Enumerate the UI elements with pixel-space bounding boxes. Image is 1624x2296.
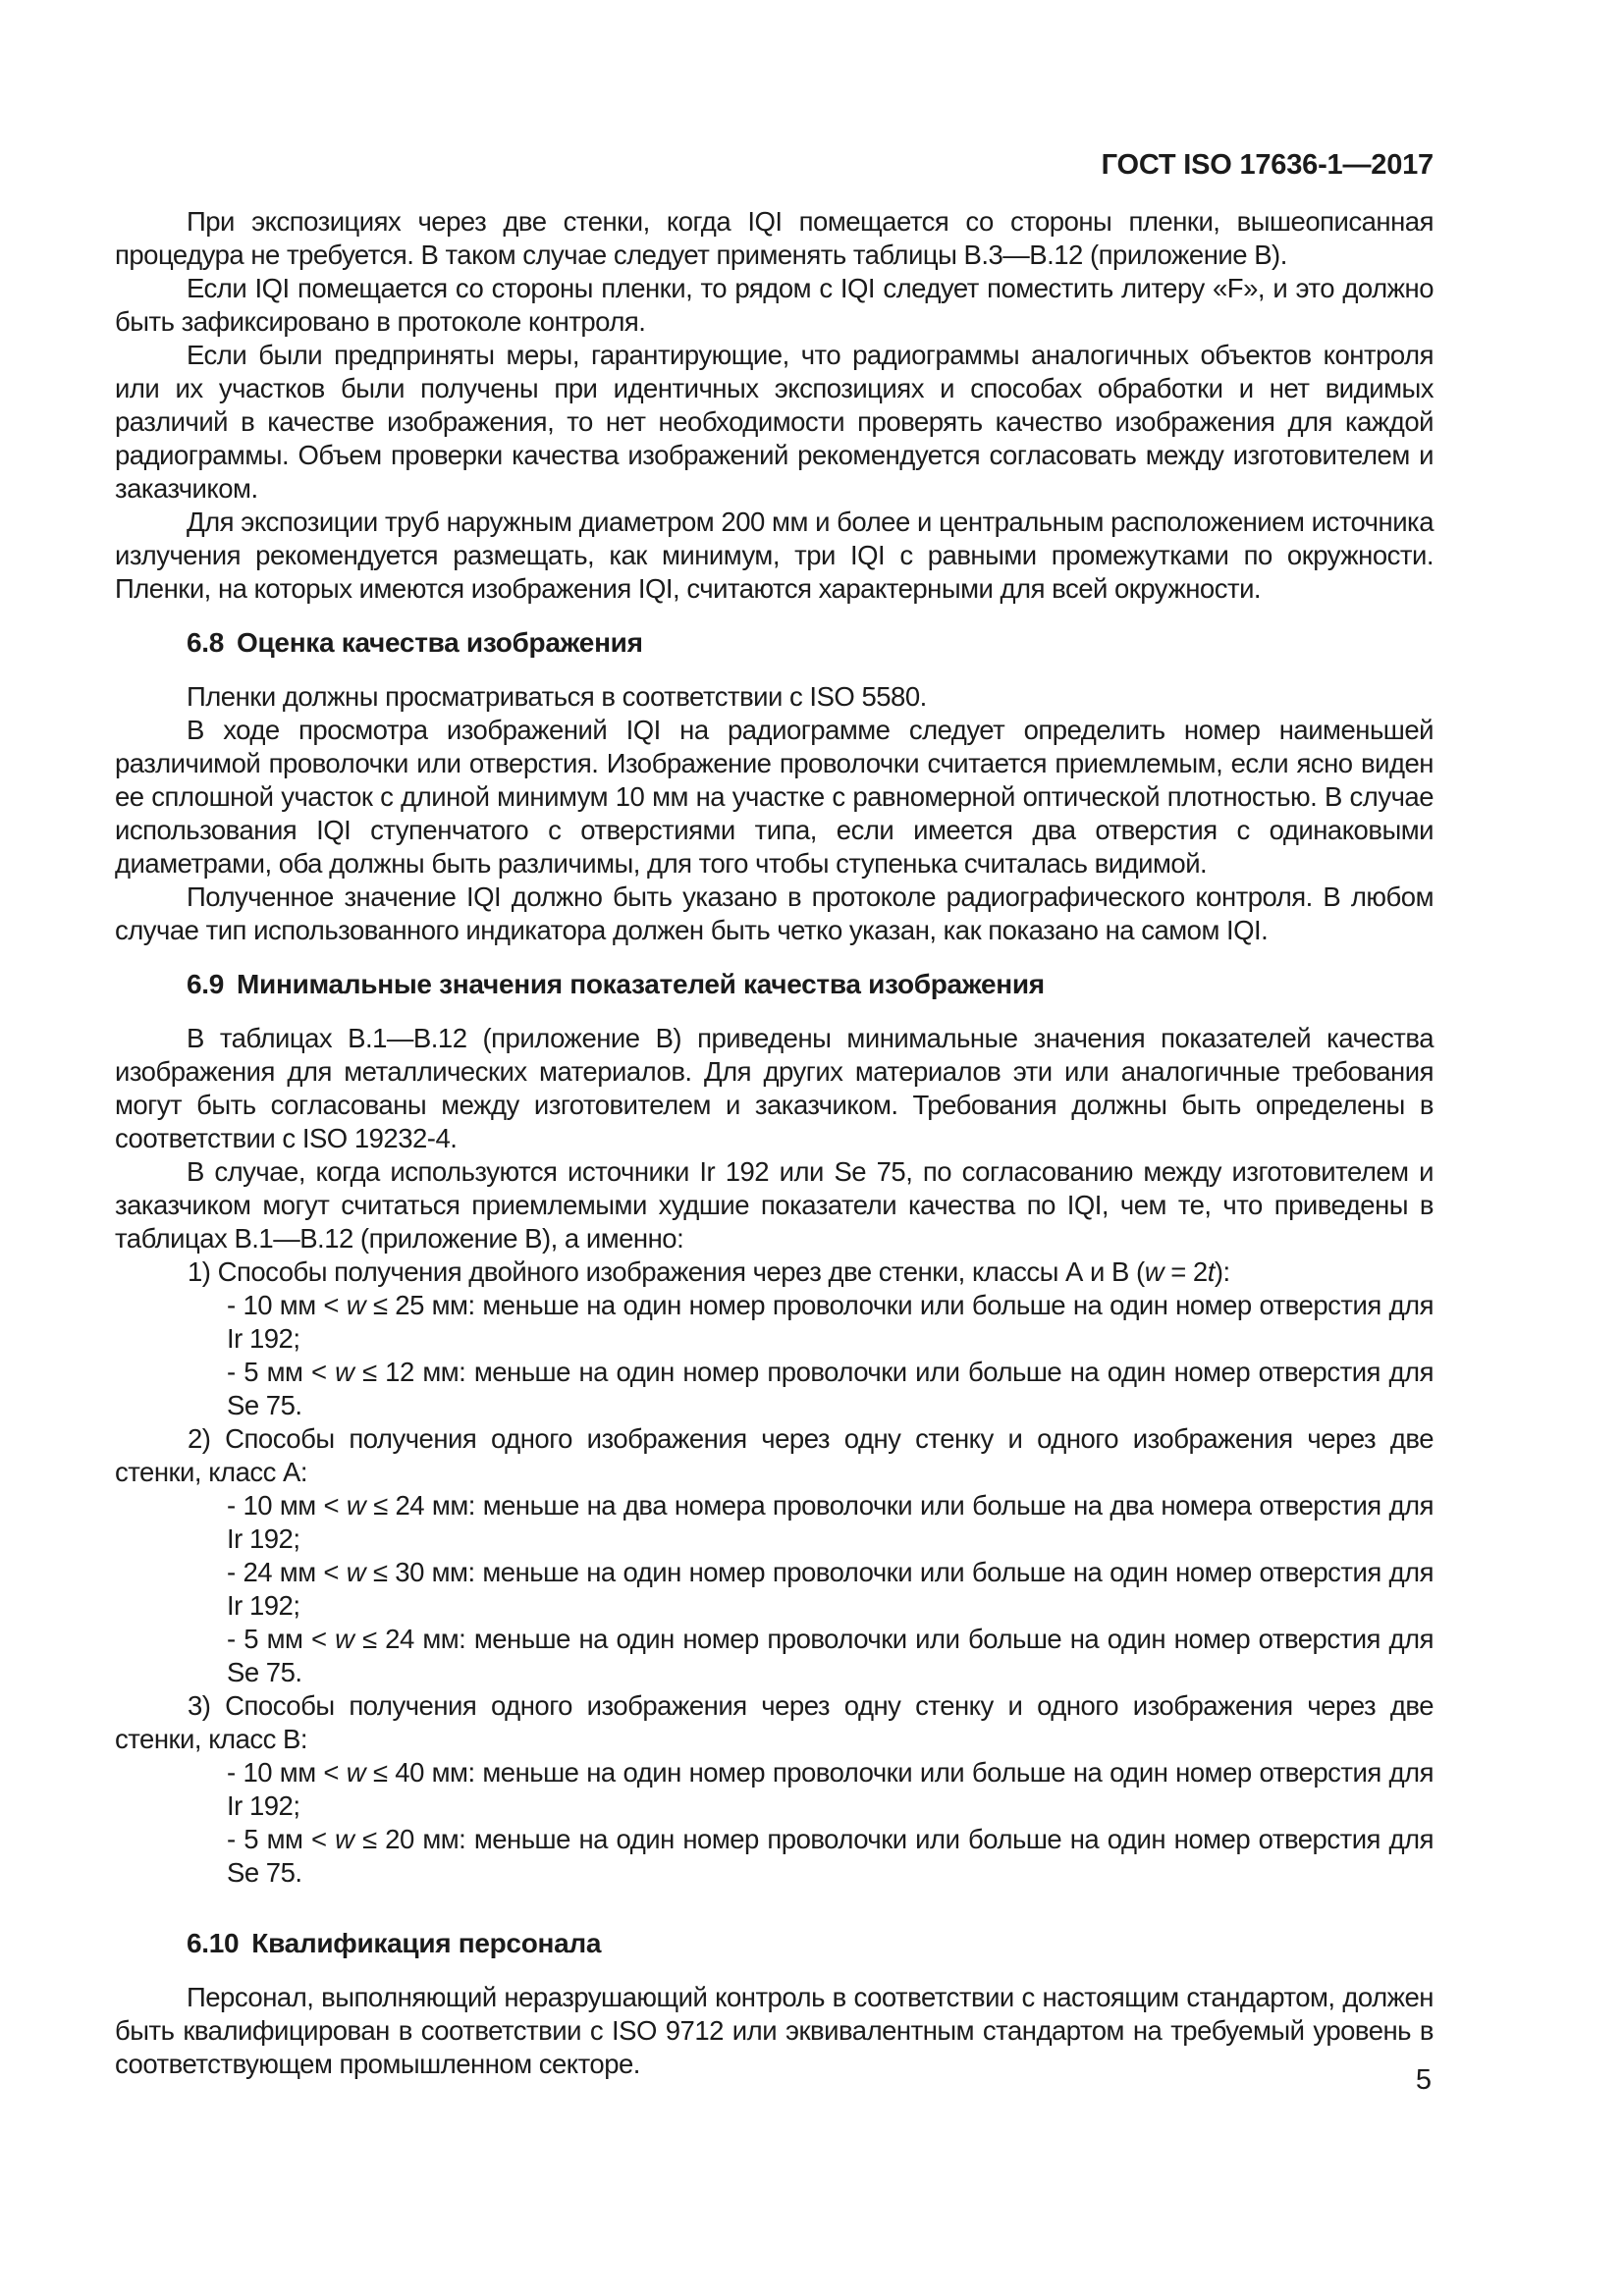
variable-w: w xyxy=(335,1357,354,1387)
section-heading-6-8 xyxy=(187,626,1434,660)
variable-t: t xyxy=(1207,1256,1215,1287)
section-title: Квалификация персонала xyxy=(251,1928,602,1958)
list-subitem-1b: - 5 мм < w ≤ 12 мм: меньше на один номер проволочки или больше на один номер отверстия для Se 75. xyxy=(227,1357,1434,1420)
document-header-title: ГОСТ ISO 17636-1—2017 xyxy=(1101,149,1434,181)
section-number: 6.10 xyxy=(187,1928,240,1958)
paragraph-personnel-qualification: Персонал, выполняющий неразрушающий контроль в соответствии с настоящим стандартом, должен быть квалифицирован в соответствии с ISO 9712 или эквивалентным стандартом на требуемый уровень в соответствующем промышленном секторе. xyxy=(115,1982,1434,2079)
paragraph-iqi-viewing: В ходе просмотра изображений IQI на радиограмме следует определить номер наименьшей различимой проволочки или отверстия. Изображение проволочки считается приемлемым, если ясно виден ее сплошной участок с длиной минимум 10 мм на участке с равномерной оптической плотностью. В случае использования IQI ступенчатого с отверстиями типа, если имеется два отверстия с одинаковыми диаметрами, оба должны быть различимы, для того чтобы ступенька считалась видимой. xyxy=(115,715,1434,879)
list-item-2: 2) Способы получения одного изображения через одну стенку и одного изображения через две стенки, класс А: xyxy=(115,1423,1434,1487)
paragraph-min-values-tables: В таблицах В.1—В.12 (приложение В) приведены минимальные значения показателей качества изображения для металлических материалов. Для других материалов эти или аналогичные требования могут быть согласованы между изготовителем и заказчиком. Требования должны быть определены в соответствии с ISO 19232-4. xyxy=(115,1023,1434,1153)
variable-w: w xyxy=(346,1290,366,1320)
list-subitem-2b: - 24 мм < w ≤ 30 мм: меньше на один номер проволочки или больше на один номер отверстия для Ir 192; xyxy=(227,1557,1434,1621)
paragraph-identical-exposures: Если были предприняты меры, гарантирующие, что радиограммы аналогичных объектов контроля или их участков были получены при идентичных экспозициях и способах обработки и нет видимых различий в качестве изображения, то нет необходимости проверять качество изображения для каждой радиограммы. Объем проверки качества изображений рекомендуется согласовать между изготовителем и заказчиком. xyxy=(115,340,1434,504)
list-item-1: 1) Способы получения двойного изображения через две стенки, классы А и В (w = 2t): xyxy=(188,1256,1230,1287)
paragraph-film-side-letter-f: Если IQI помещается со стороны пленки, то рядом с IQI следует поместить литеру «F», и это должно быть зафиксировано в протоколе контроля. xyxy=(115,273,1434,337)
paragraph-pipe-exposure: Для экспозиции труб наружным диаметром 200 мм и более и центральным расположением источника излучения рекомендуется размещать, как минимум, три IQI с равными промежутками по окружности. Пленки, на которых имеются изображения IQI, считаются характерными для всей окружности. xyxy=(115,507,1434,604)
page-content xyxy=(115,0,1434,2081)
section-heading-6-10 xyxy=(187,1927,1434,1960)
variable-w: w xyxy=(346,1490,366,1521)
list-subitem-3a: - 10 мм < w ≤ 40 мм: меньше на один номер проволочки или больше на один номер отверстия для Ir 192; xyxy=(227,1757,1434,1821)
page-number: 5 xyxy=(1415,2064,1432,2096)
section-title: Оценка качества изображения xyxy=(237,627,643,658)
variable-w: w xyxy=(335,1624,354,1654)
section-heading-6-9 xyxy=(187,968,1434,1001)
list-subitem-2a: - 10 мм < w ≤ 24 мм: меньше на два номера проволочки или больше на два номера отверстия для Ir 192; xyxy=(227,1490,1434,1554)
list-item-3: 3) Способы получения одного изображения через одну стенку и одного изображения через две стенки, класс В: xyxy=(115,1690,1434,1754)
paragraph-iqi-value-protocol: Полученное значение IQI должно быть указано в протоколе радиографического контроля. В любом случае тип использованного индикатора должен быть четко указан, как показано на самом IQI. xyxy=(115,881,1434,945)
list-subitem-2c: - 5 мм < w ≤ 24 мм: меньше на один номер проволочки или больше на один номер отверстия для Se 75. xyxy=(227,1624,1434,1687)
variable-w: w xyxy=(346,1557,366,1587)
section-number: 6.8 xyxy=(187,627,225,658)
variable-w: w xyxy=(346,1757,366,1788)
paragraph-film-viewing: Пленки должны просматриваться в соответствии с ISO 5580. xyxy=(187,681,927,712)
list-subitem-1a: - 10 мм < w ≤ 25 мм: меньше на один номер проволочки или больше на один номер отверстия для Ir 192; xyxy=(227,1290,1434,1354)
variable-w: w xyxy=(1144,1256,1164,1287)
variable-w: w xyxy=(335,1824,354,1854)
list-subitem-3b: - 5 мм < w ≤ 20 мм: меньше на один номер проволочки или больше на один номер отверстия для Se 75. xyxy=(227,1824,1434,1888)
section-title: Минимальные значения показателей качества изображения xyxy=(237,969,1045,999)
paragraph-ir192-se75-agreement: В случае, когда используются источники Ir 192 или Se 75, по согласованию между изготовителем и заказчиком могут считаться приемлемыми худшие показатели качества по IQI, чем те, что приведены в таблицах В.1—В.12 (приложение В), а именно: xyxy=(115,1156,1434,1254)
paragraph-two-wall-exposure: При экспозициях через две стенки, когда IQI помещается со стороны пленки, вышеописанная процедура не требуется. В таком случае следует применять таблицы В.3—В.12 (приложение В). xyxy=(115,206,1434,270)
section-number: 6.9 xyxy=(187,969,225,999)
